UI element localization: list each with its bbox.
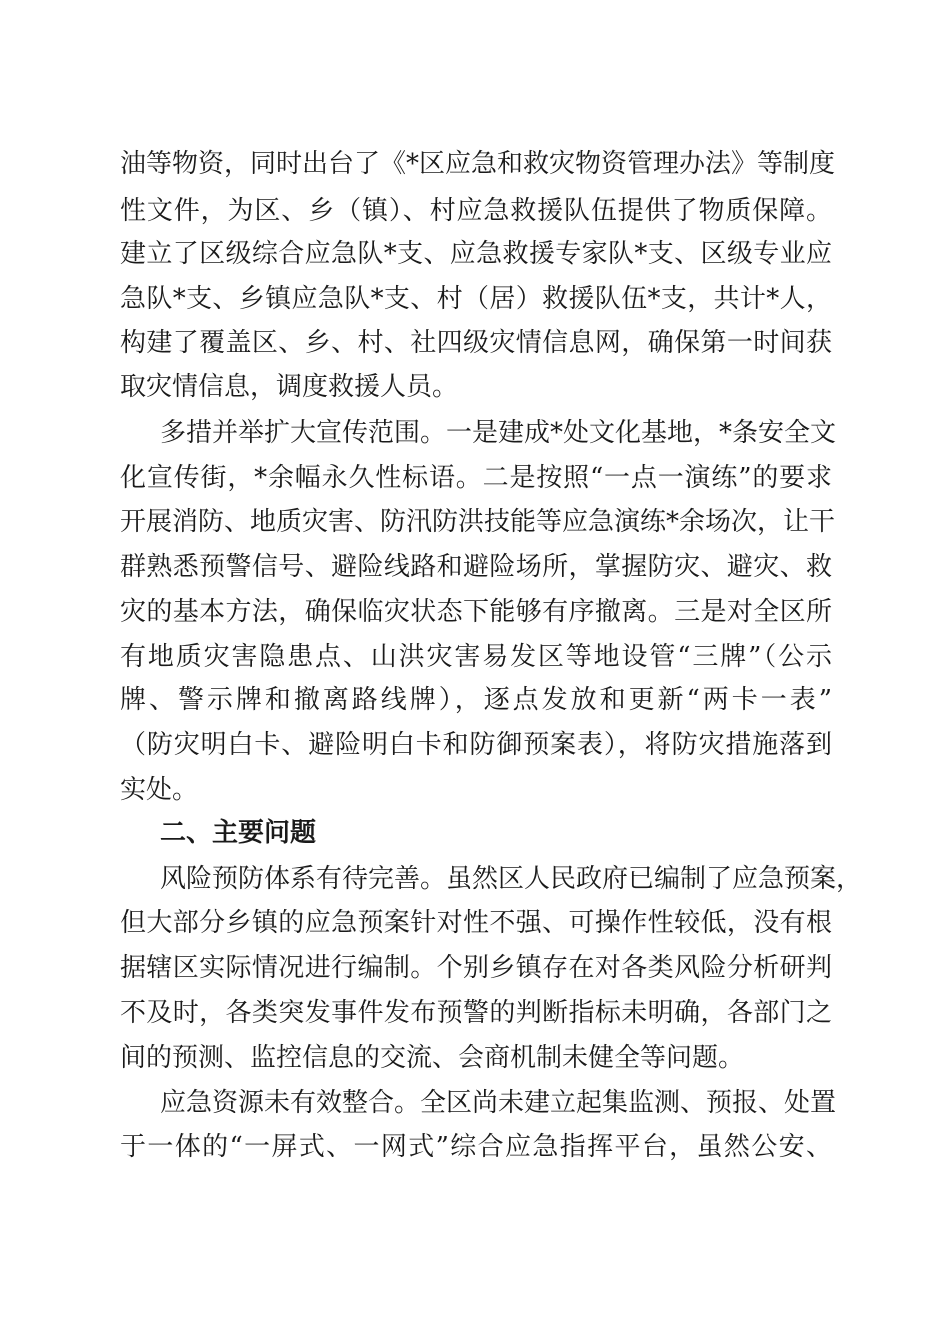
paragraph-first-line: 风险预防体系有待完善。虽然区人民政府已编制了应急预案， <box>160 864 863 894</box>
body-text-line: （防灾明白卡、避险明白卡和防御预案表），将防灾措施落到 <box>120 730 832 760</box>
body-text-line: 化宣传街，*余幅永久性标语。二是按照“一点一演练”的要求 <box>120 463 832 493</box>
section-heading: 二、主要问题 <box>160 818 317 848</box>
paragraph-first-line: 多措并举扩大宣传范围。一是建成*处文化基地，*条安全文 <box>160 418 837 448</box>
body-text-line: 取灾情信息，调度救援人员。 <box>120 372 459 402</box>
body-text-line: 油等物资，同时出台了《*区应急和救灾物资管理办法》等制度 <box>120 149 836 179</box>
body-text-line: 群熟悉预警信号、避险线路和避险场所，掌握防灾、避灾、救 <box>120 552 832 582</box>
body-text-line: 但大部分乡镇的应急预案针对性不强、可操作性较低，没有根 <box>120 908 832 938</box>
paragraph-first-line: 应急资源未有效整合。全区尚未建立起集监测、预报、处置 <box>160 1088 837 1118</box>
body-text-line: 不及时，各类突发事件发布预警的判断指标未明确，各部门之 <box>120 998 832 1028</box>
body-text-line: 性文件，为区、乡（镇）、村应急救援队伍提供了物质保障。 <box>120 196 832 226</box>
body-text-line: 牌、警示牌和撤离路线牌），逐点发放和更新“两卡一表” <box>120 685 832 715</box>
body-text-line: 有地质灾害隐患点、山洪灾害易发区等地设管“三牌”（公示 <box>120 642 832 672</box>
body-text-line: 急队*支、乡镇应急队*支、村（居）救援队伍*支，共计*人， <box>120 284 832 314</box>
body-text-line: 据辖区实际情况进行编制。个别乡镇存在对各类风险分析研判 <box>120 953 832 983</box>
body-text-line: 开展消防、地质灾害、防汛防洪技能等应急演练*余场次，让干 <box>120 507 836 537</box>
body-text-line: 实处。 <box>120 775 199 805</box>
body-text-line: 于一体的“一屏式、一网式”综合应急指挥平台，虽然公安、 <box>120 1132 832 1162</box>
body-text-line: 间的预测、监控信息的交流、会商机制未健全等问题。 <box>120 1043 745 1073</box>
body-text-line: 建立了区级综合应急队*支、应急救援专家队*支、区级专业应 <box>120 239 832 269</box>
body-text-line: 构建了覆盖区、乡、村、社四级灾情信息网，确保第一时间获 <box>120 328 832 358</box>
body-text-line: 灾的基本方法，确保临灾状态下能够有序撤离。三是对全区所 <box>120 597 832 627</box>
